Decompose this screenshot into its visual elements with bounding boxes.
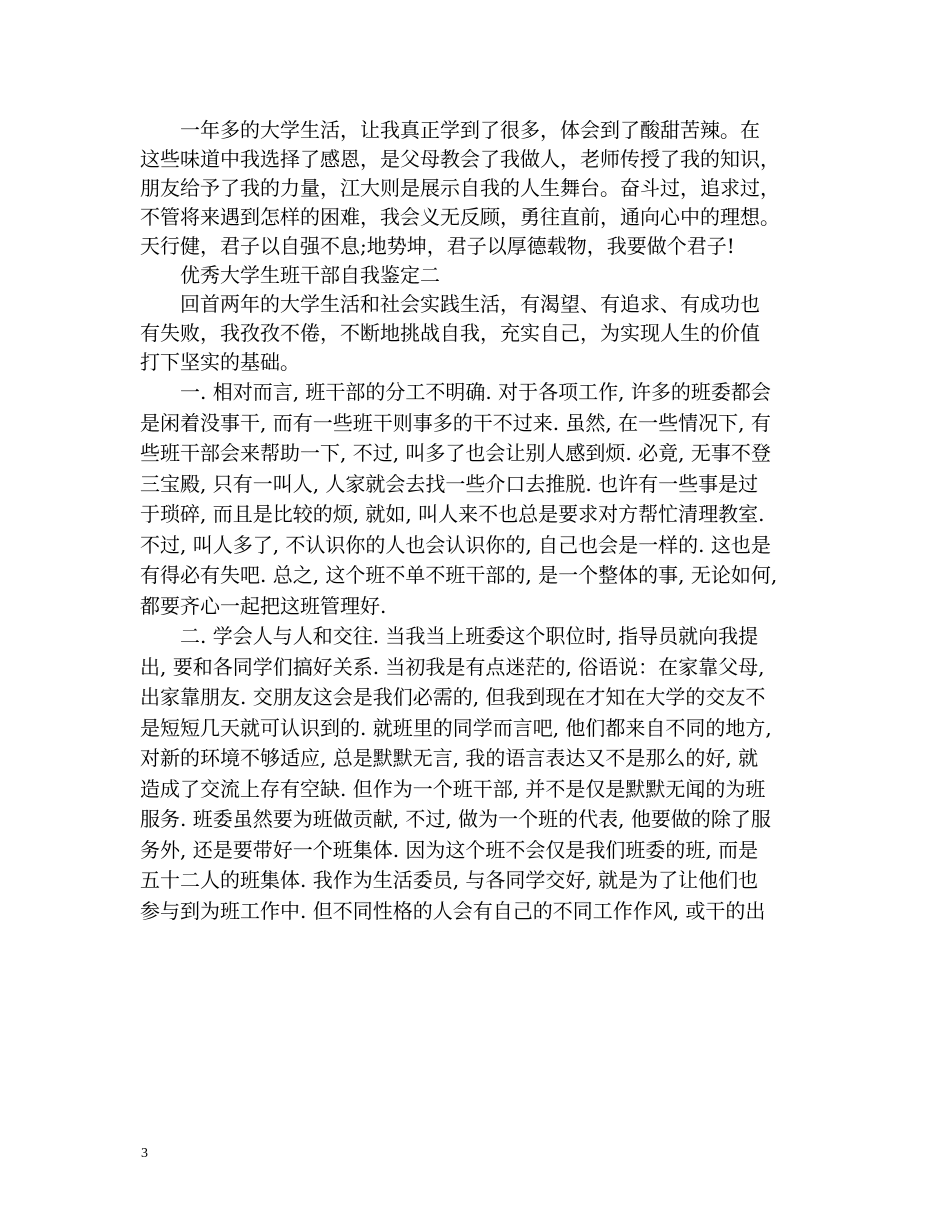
text-line: 不过, 叫人多了, 不认识你的人也会认识你的, 自己也会是一样的. 这也是 [140, 532, 771, 557]
text-line: 务外, 还是要带好一个班集体. 因为这个班不会仅是我们班委的班, 而是 [140, 837, 759, 862]
page-number: 3 [141, 1146, 148, 1161]
text-line: 朋友给予了我的力量，江大则是展示自我的人生舞台。奋斗过，追求过， [140, 176, 780, 200]
text-line: 于琐碎, 而且是比较的烦, 就如, 叫人来不也总是要求对方帮忙清理教室. [140, 502, 765, 526]
text-line: 出家靠朋友. 交朋友这会是我们必需的, 但我到现在才知在大学的交友不 [140, 685, 766, 709]
text-line: 回首两年的大学生活和社会实践生活，有渴望、有追求、有成功也 [140, 292, 760, 316]
text-line: 三宝殿, 只有一叫人, 人家就会去找一些介口去推脱. 也许有一些事是过 [140, 471, 759, 496]
text-line: 是短短几天就可认识到的. 就班里的同学而言吧, 他们都来自不同的地方, [140, 715, 772, 740]
text-line: 参与到为班工作中. 但不同性格的人会有自己的不同工作作风, 或干的出 [140, 898, 766, 923]
text-line: 有失败，我孜孜不倦，不断地挑战自我，充实自己，为实现人生的价值 [140, 321, 760, 345]
section-heading: 优秀大学生班干部自我鉴定二 [140, 263, 440, 287]
text-line: 打下坚实的基础。 [140, 350, 300, 374]
text-line: 造成了交流上存有空缺. 但作为一个班干部, 并不是仅是默默无闻的为班 [140, 776, 766, 801]
text-line: 些班干部会来帮助一下, 不过, 叫多了也会让别人感到烦. 必竟, 无事不登 [140, 441, 771, 465]
text-line: 一. 相对而言, 班干部的分工不明确. 对于各项工作, 许多的班委都会 [140, 380, 771, 404]
text-line: 是闲着没事干, 而有一些班干则事多的干不过来. 虽然, 在一些情况下, 有 [140, 410, 771, 435]
text-line: 都要齐心一起把这班管理好. [140, 593, 387, 618]
text-line: 五十二人的班集体. 我作为生活委员, 与各同学交好, 就是为了让他们也 [140, 868, 759, 892]
text-line: 天行健，君子以自强不息;地势坤，君子以厚德载物，我要做个君子! [140, 234, 735, 258]
text-line: 出, 要和各同学们搞好关系. 当初我是有点迷茫的, 俗语说：在家靠父母, [140, 654, 765, 679]
text-line: 二. 学会人与人和交往. 当我当上班委这个职位时, 指导员就向我提 [140, 624, 759, 648]
text-line: 有得必有失吧. 总之, 这个班不单不班干部的, 是一个整体的事, 无论如何, [140, 563, 778, 587]
text-line: 对新的环境不够适应, 总是默默无言, 我的语言表达又不是那么的好, 就 [140, 746, 759, 770]
text-line: 不管将来遇到怎样的困难，我会义无反顾，勇往直前，通向心中的理想。 [140, 205, 780, 229]
text-line: 这些味道中我选择了感恩，是父母教会了我做人，老师传授了我的知识， [140, 147, 780, 171]
text-line: 一年多的大学生活，让我真正学到了很多，体会到了酸甜苦辣。在 [140, 118, 760, 142]
document-body [140, 116, 820, 926]
text-line: 服务. 班委虽然要为班做贡献, 不过, 做为一个班的代表, 他要做的除了服 [140, 807, 771, 831]
